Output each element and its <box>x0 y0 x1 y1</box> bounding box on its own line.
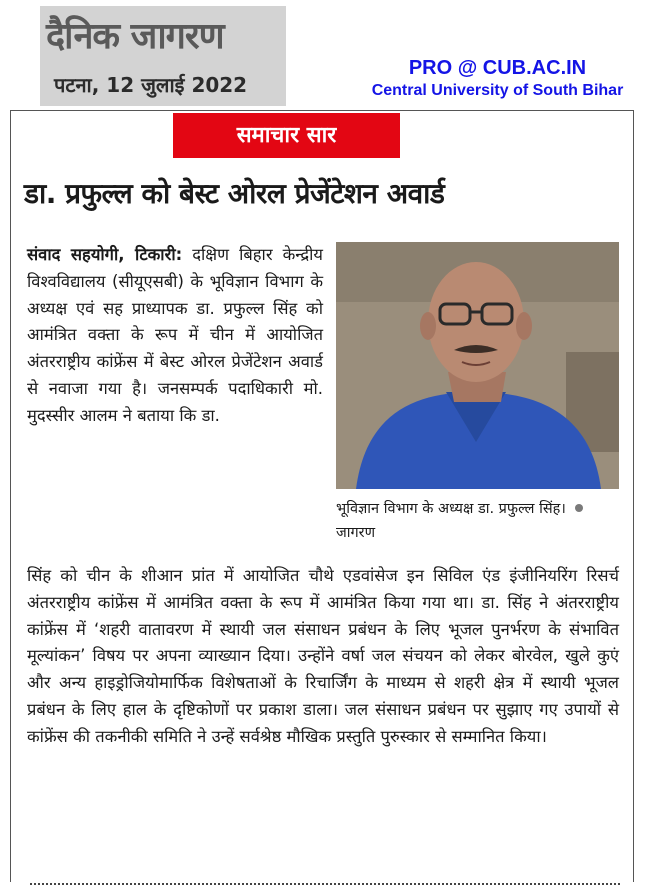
article-column-left <box>27 242 323 430</box>
photo-caption <box>336 497 618 545</box>
edition-dateline: पटना, 12 जुलाई 2022 <box>54 73 248 97</box>
article-headline: डा. प्रफुल्ल को बेस्ट ओरल प्रेजेंटेशन अवार्ड <box>24 177 445 210</box>
pro-email: PRO @ CUB.AC.IN <box>408 57 587 79</box>
photo-credit: जागरण <box>336 525 376 541</box>
pro-header <box>355 56 640 102</box>
portrait-illustration <box>336 242 619 489</box>
credit-dot-icon <box>575 504 583 512</box>
newspaper-logo: दैनिक जागरण <box>46 15 224 57</box>
article-body-full-width: सिंह को चीन के शीआन प्रांत में आयोजित चौथे एडवांसेज इन सिविल एंड इंजीनियरिंग रिसर्च अंतरराष्ट्रीय कांफ्रेंस में आमंत्रित वक्ता के रूप में आमंत्रित किया गया था। डा. सिंह ने अंतरराष्ट्रीय कांफ्रेंस में ‘शहरी वातावरण में स्थायी जल संसाधन प्रबंधन के लिए भूजल पुनर्भरण के संभावित मूल्यांकन’ विषय पर अपना व्याख्यान दिया। उन्होंने वर्षा जल संचयन को लेकर बोरवेल, खुले कुएं और अन्य हाइड्रोजियोमार्फिक विशेषताओं के रिचार्जिंग के माध्यम से शहरी क्षेत्र में स्थायी भूजल प्रबंधन के लिए हाल के दृष्टिकोणों पर प्रकाश डाला। जल संसाधन प्रबंधन पर सुझाए गए उपायों से कांफ्रेंस की तकनीकी समिति ने उन्हें सर्वश्रेष्ठ मौखिक प्रस्तुति पुरुस्कार से सम्मानित किया। <box>27 566 619 746</box>
photo-caption-text: भूविज्ञान विभाग के अध्यक्ष डा. प्रफुल्ल सिंह। <box>336 501 566 517</box>
article-photo <box>336 242 619 489</box>
article-frame <box>10 110 634 882</box>
bottom-divider <box>30 883 620 885</box>
article-column-text: दक्षिण बिहार केन्द्रीय विश्वविद्यालय (सीयूएसबी) के भूविज्ञान विभाग के अध्यक्ष एवं सह प्राध्यापक डा. प्रफुल्ल सिंह को आमंत्रित वक्ता के रूप में चीन में आयोजित अंतरराष्ट्रीय कांफ्रेंस में बेस्ट ओरल प्रेजेंटेशन अवार्ड से नवाजा गया है। जनसम्पर्क पदाधिकारी मो. मुदस्सीर आलम ने बताया कि डा. <box>27 245 323 425</box>
newspaper-masthead <box>40 6 286 106</box>
section-banner: समाचार सार <box>173 113 400 158</box>
university-name: Central University of South Bihar <box>371 82 624 99</box>
article-byline: संवाद सहयोगी, टिकारी: <box>27 245 183 264</box>
